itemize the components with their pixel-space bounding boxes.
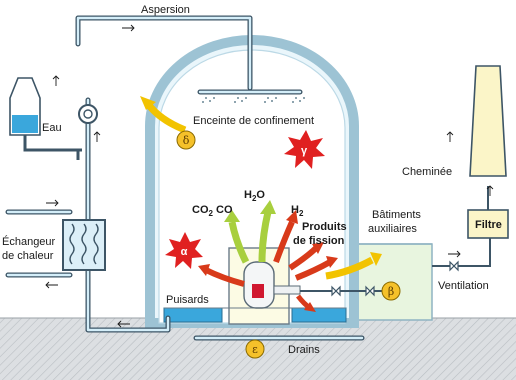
gamma-symbol: γ	[300, 145, 308, 157]
label-de-fission: de fission	[293, 235, 345, 247]
label-enceinte: Enceinte de confinement	[193, 115, 315, 127]
label-echangeur-line1: Échangeur	[2, 236, 56, 248]
flow-arrow-exchanger-out	[46, 282, 58, 288]
label-drains: Drains	[288, 344, 320, 356]
reactor-outlet-pipe	[274, 286, 300, 294]
label-produits: Produits	[302, 221, 347, 233]
label-h2: $H_2$	[291, 204, 304, 218]
flow-arrow-ventilation	[448, 251, 460, 257]
label-aspersion: Aspersion	[141, 4, 190, 16]
water-tank-outlet	[40, 150, 78, 160]
delta-symbol: δ	[182, 134, 190, 147]
flow-arrow-exchanger-in	[46, 200, 58, 206]
sump-left	[164, 308, 222, 322]
alpha-symbol: α	[180, 246, 188, 258]
label-echangeur-line2: de chaleur	[2, 250, 54, 262]
reactor-core	[252, 284, 264, 298]
label-puisards: Puisards	[166, 294, 209, 306]
water-level	[12, 115, 38, 133]
sump-right	[292, 308, 346, 322]
label-eau: Eau	[42, 122, 62, 134]
chimney	[470, 66, 506, 176]
label-co2-co: $CO_2$ CO	[192, 204, 233, 218]
pump	[79, 105, 97, 123]
flow-arrow-up-left	[53, 76, 59, 86]
flow-arrow-pump	[94, 132, 100, 142]
flow-arrow-chimney	[447, 132, 453, 142]
ventilation-duct	[432, 238, 490, 266]
label-h2o: $H_2O$	[244, 189, 265, 203]
label-auxiliaires: auxiliaires	[368, 223, 417, 235]
flow-arrow-aspersion	[122, 25, 134, 31]
epsilon-symbol: ε	[252, 343, 258, 356]
valve-ventilation	[450, 262, 458, 270]
label-cheminee: Cheminée	[402, 166, 453, 178]
label-batiments: Bâtiments	[372, 209, 421, 221]
label-ventilation: Ventilation	[438, 280, 489, 292]
label-filtre: Filtre	[475, 219, 502, 231]
beta-symbol: β	[387, 285, 395, 298]
